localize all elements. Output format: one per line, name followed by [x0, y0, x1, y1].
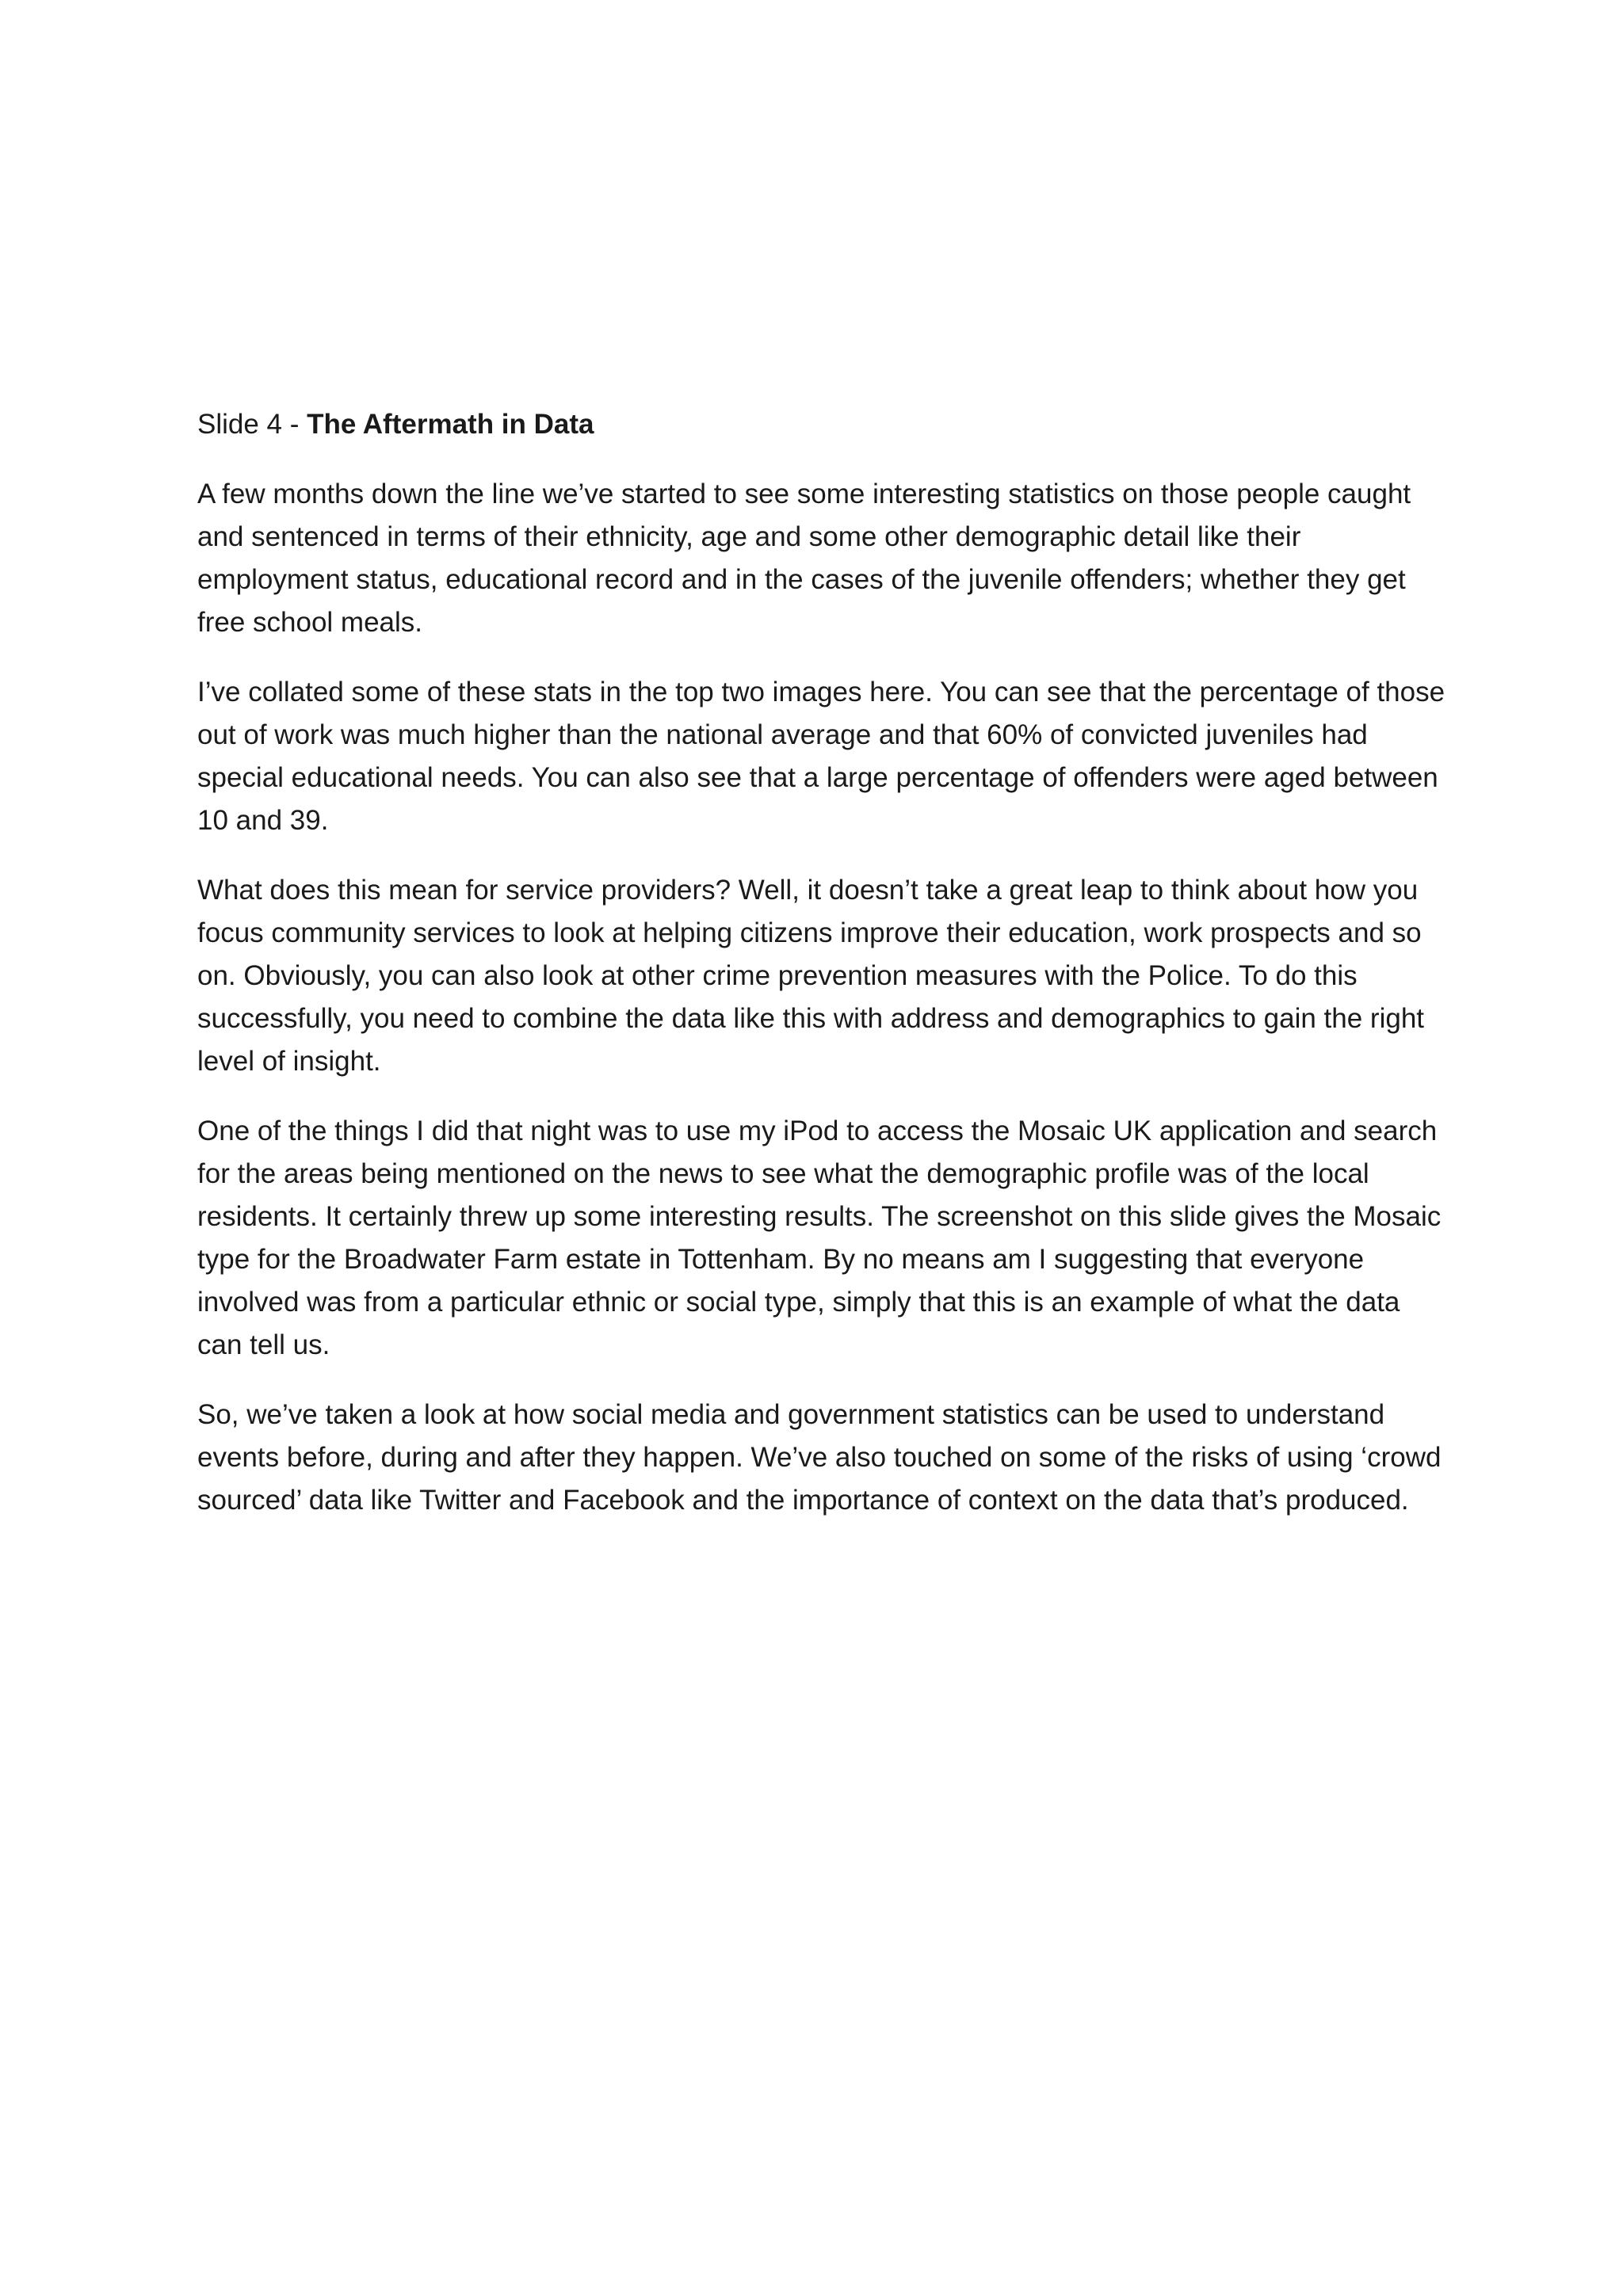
paragraph: One of the things I did that night was to use my iPod to access the Mosaic UK application and search for the areas being mentioned on the news to see what the demographic profile was of the local residents. It certainly threw up some interesting results. The screenshot on this slide gives the Mosaic type for the Broadwater Farm estate in Tottenham. By no means am I suggesting that everyone involved was from a particular ethnic or social type, simply that this is an example of what the data can tell us. — [197, 1116, 1442, 1360]
slide-heading — [197, 403, 1449, 446]
paragraph: A few months down the line we’ve started to see some interesting statistics on those people caught and sentenced in terms of their ethnicity, age and some other demographic detail like their employment status, educational record and in the cases of the juvenile offenders; whether they get free school meals. — [197, 479, 1411, 638]
document-body — [197, 403, 1449, 1549]
paragraph: What does this mean for service providers? Well, it doesn’t take a great leap to think about how you focus community services to look at helping citizens improve their education, work prospects and so on. Obviously, you can also look at other crime prevention measures with the Police. To do this successfully, you need to combine the data like this with address and demographics to gain the right level of insight. — [197, 875, 1425, 1077]
paragraph: I’ve collated some of these stats in the top two images here. You can see that the percentage of those out of work was much higher than the national average and that 60% of convicted juveniles had special educational needs. You can also see that a large percentage of offenders were aged between 10 and 39. — [197, 677, 1445, 836]
heading-prefix: Slide 4 - — [197, 409, 307, 440]
paragraph: So, we’ve taken a look at how social media and government statistics can be used to understand events before, during and after they happen. We’ve also touched on some of the risks of using ‘crowd sourced’ data like Twitter and Facebook and the importance of context on the data that’s produced. — [197, 1399, 1442, 1516]
heading-title: The Aftermath in Data — [307, 409, 594, 440]
